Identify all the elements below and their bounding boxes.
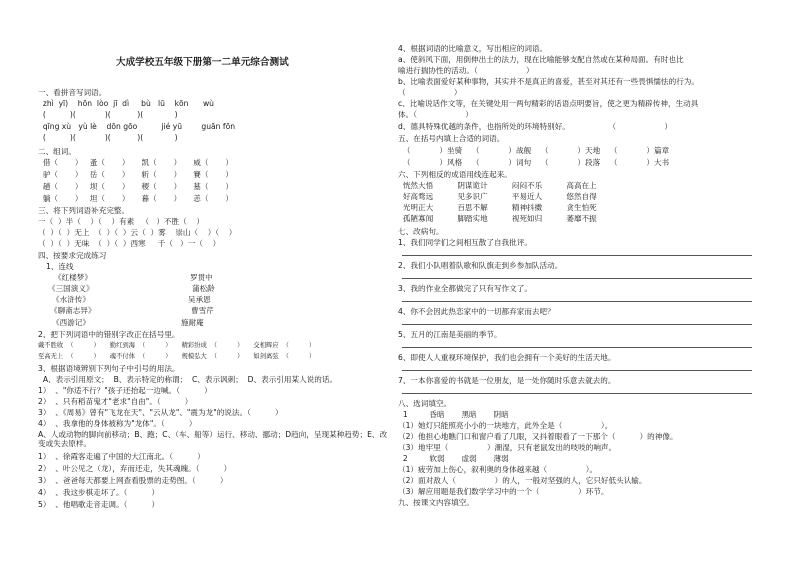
author-name: 施耐庵 [181, 318, 204, 327]
book-title: 《西游记》 [52, 318, 90, 327]
sentence-fix-4: 4、你不会因此热恋家中的一切都弃家而去吧？ [398, 307, 555, 316]
book-title: 《水浒传》 [52, 295, 90, 304]
section-5-heading: 五、在括号内填上合适的词语。 [398, 134, 505, 143]
q4-1-label: 1、连线 [46, 262, 74, 271]
answer-line [402, 255, 752, 256]
answer-brackets-1: ( )( )( )( ) [38, 110, 178, 119]
quote-options: A、表示引用原文； B、表示特定的称谓； C、表示讽刺； D、表示引用某人说的话。 [38, 375, 338, 384]
quote-item-2: 2） 、只有稻苗鬼才"老求"自由"。（ ） [38, 397, 193, 406]
meaning-item-5: 5） 、他唱歌走音走调。（ ） [38, 500, 160, 509]
answer-line [402, 370, 752, 371]
word-choice-1-3: （3）地牢里（ ）潮湿，只有老鼠发出的吱吱的响声。 [398, 443, 617, 452]
word-choice-2-3: （3）解应用题是我们数学学习中的一个（ ）环节。 [398, 487, 609, 496]
idiom-complete-row-3: （ ）（ ）无味 （ ）（ ）西寒 千（ ）一（ ） [38, 239, 221, 248]
idiom-complete-row-2: （ ）（ ）无上 （ ）（ ）云（ ）雾 崇山（ ）（ ） [38, 228, 237, 237]
word-group-row-1: 借（ ） 蚤（ ） 凯（ ） 威（ ） [38, 158, 233, 167]
q4-2-label: 2、把下列词语中的错别字改正在括号里。 [38, 330, 180, 339]
meaning-options: A、人或动物的脚向前移动；B、跑；C、（车、船等）运行、移动、挪动；D趋向，呈现某种趋势；E、改变或失去原样。 [38, 430, 388, 448]
page-title: 大成学校五年级下册第一二单元综合测试 [116, 57, 289, 68]
metaphor-c-line-2: 体。（ ） [398, 110, 473, 119]
sentence-fix-6: 6、即使人人重视环境保护，我们也会拥有一个美好的生活天地。 [398, 353, 616, 362]
fill-phrase-row-1: （ ）坐骑 （ ）战舰 （ ）天地 （ ）篇章 [398, 146, 670, 155]
answer-line [402, 324, 752, 325]
author-name: 曹雪芹 [191, 306, 214, 315]
metaphor-a-line-1: a、使斜风下面，用倒伸出士的法力，现在比喻能够支配自然或在某种局面。有时也比 [398, 55, 684, 64]
word-choice-1-1: （1）她灯只能照亮小小的一块地方，此外全是（ ）。 [398, 421, 613, 430]
book-title: 《三国演义》 [48, 284, 94, 293]
idiom-match-row-1: 恍然大悟 阴谋诡计 闷闷不乐 高高在上 [398, 181, 597, 190]
metaphor-a-line-2: 喻进行揣协性的活动。（ ） [398, 66, 534, 75]
meaning-item-3: 3） 、爸爸每天都要上网查看股票的走势图。（ ） [38, 476, 228, 485]
metaphor-c-line-1: c、比喻说话作文等，在关键处用一两句精彩的话语点明要旨，使之更为精辟传神，生动具 [398, 99, 699, 108]
author-name: 蒲松龄 [192, 284, 215, 293]
answer-line [402, 301, 752, 302]
section-1-heading: 一、看拼音写词语。 [38, 88, 107, 97]
word-choice-group-2: 2 软弱 虚弱 薄弱 [398, 454, 509, 463]
answer-line [402, 278, 752, 279]
meaning-item-4: 4） 、我这步棋走坏了。（ ） [38, 488, 160, 497]
book-title: 《聊斋志异》 [50, 306, 96, 315]
section-4-heading: 四、按要求完成练习 [38, 251, 107, 260]
sentence-fix-5: 5、五月的江南是美丽的季节。 [398, 330, 502, 339]
quote-item-3: 3） 、《周易》曾有"飞龙在天"、"云从龙"、"震为龙"的说法。（ ） [38, 408, 283, 417]
idiom-complete-row-1: 一（ ）半（ ）（ ）有素 （ ）不胜（ ） [38, 217, 204, 226]
sentence-fix-1: 1、我们同学们之间相互散了自我批评。 [398, 238, 532, 247]
typo-row-2: 至高无上 （ ） 魂不付体 （ ） 规模弘大 （ ） 如剑离弦 （ ） [38, 353, 316, 360]
fill-phrase-row-2: （ ）风格 （ ）词句 （ ）段落 （ ）大书 [398, 158, 670, 167]
typo-row-1: 戴不胜收 （ ） 勤红到海 （ ） 精彩纷成 （ ） 交相辉应 （ ） [38, 342, 316, 349]
pinyin-row-1: zhì yī) hōn lòo jī dì bù lū kōn wù [38, 99, 214, 108]
q4-4-label: 4、根据词语的比喻意义，写出相应的词语。 [398, 44, 548, 53]
book-title: 《红楼梦》 [54, 273, 92, 282]
author-name: 罗贯中 [190, 273, 213, 282]
word-group-row-2: 驴（ ） 岳（ ） 斩（ ） 賽（ ） [38, 170, 233, 179]
section-2-heading: 二、组词。 [38, 147, 76, 156]
quote-item-4: 4） 、我拿他的身体被称为"龙体"。（ ） [38, 419, 197, 428]
sentence-fix-2: 2、我们小队唱着队歌和队旗走到乡参加队活动。 [398, 261, 563, 270]
word-group-row-4: 躺（ ） 坦（ ） 暮（ ） 恙（ ） [38, 194, 233, 203]
word-group-row-3: 趟（ ） 坝（ ） 稷（ ） 墓（ ） [38, 182, 233, 191]
section-3-heading: 三、将下列词语补充完整。 [38, 206, 130, 215]
word-choice-group-1: 1 昏暗 黑暗 阴暗 [398, 410, 509, 419]
sentence-fix-7: 7、一本你喜爱的书就是一位朋友，是一处你随时乐意去就去的。 [398, 376, 616, 385]
metaphor-b-line-2: （ ） [398, 88, 462, 97]
metaphor-b-line-1: b、比喻表面爱好某种事物，其实并不是真正的喜爱，甚至对其还有一些畏惧懦怯的行为。 [398, 77, 699, 86]
q4-3-label: 3、根据语境辨别下列句子中引号的用法。 [38, 364, 180, 373]
section-7-heading: 七、改病句。 [398, 227, 444, 236]
answer-brackets-2: ( )( )( )( ) [38, 133, 178, 142]
idiom-match-row-4: 孤陋寡闻 脚踏实地 视死如归 萎靡不振 [398, 214, 597, 223]
pinyin-row-2: qīng xù yù lè dōn gōo jié yū guān fōn [38, 122, 236, 131]
meaning-item-2: 2） 、叶公见之（龙），弃而还走，失其魂魄。（ ） [38, 464, 232, 473]
section-9-heading: 九、按课文内容填空。 [398, 498, 474, 507]
metaphor-d: d、德具特殊优越的条件，也指所处的环境特别好。 （ ） [398, 122, 672, 131]
idiom-match-row-2: 好高骛远 见多识广 平易近人 悠然自得 [398, 192, 597, 201]
quote-item-1: 1） 、"你适不行？"孩子还抬起一边喊。（ ） [38, 386, 212, 395]
section-8-heading: 八、选词填空。 [398, 399, 452, 408]
answer-line [402, 347, 752, 348]
meaning-item-1: 1） 、徐霞客走遍了中国的大江南北。（ ） [38, 452, 205, 461]
author-name: 吴承恩 [188, 295, 211, 304]
word-choice-2-2: （2）面对敌人（ ）的人，一般对坚强的人，它只好低头认输。 [398, 476, 647, 485]
word-choice-1-2: （2）他担心地瞧门口和窗户看了几眼，又抖着眼看了一下那个（ ）的神像。 [398, 432, 678, 441]
answer-line [402, 393, 752, 394]
idiom-match-row-3: 光明正大 百思不解 精神抖擞 贪生怕死 [398, 203, 597, 212]
word-choice-2-1: （1）疲劳加上伤心，叙利奥的身体越来越（ ）。 [398, 465, 598, 474]
section-6-heading: 六、下列相反的成语用线连起来。 [398, 170, 512, 179]
sentence-fix-3: 3、我的作业全都做完了只有写作文了。 [398, 284, 532, 293]
